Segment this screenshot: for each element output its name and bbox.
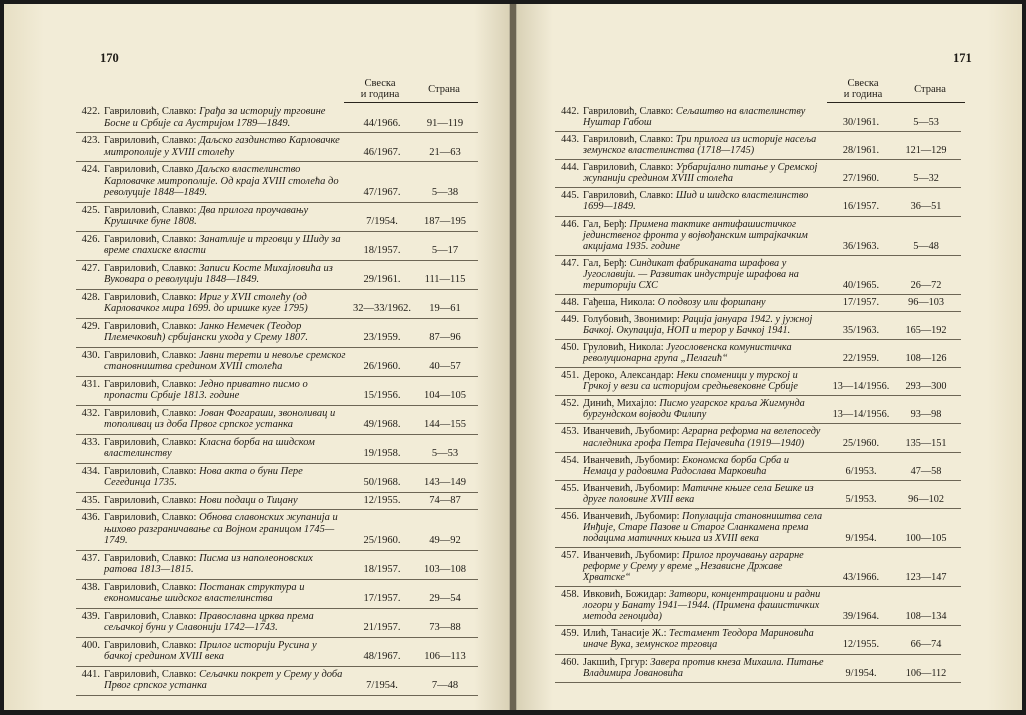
entry-title: Ириг у XVII столећу (од Карловачког мира 1699. до иришке куге 1795) (104, 291, 308, 314)
entry-title: Аграрна реформа на велепоседу наследника грофа Петра Пејачевића (1919—1940) (583, 426, 821, 449)
entry-author: Гавриловић, Славко: (104, 291, 200, 303)
entry-volume-year: 30/1961. (842, 117, 880, 129)
entry-page-range: 111—115 (424, 274, 466, 285)
entry-page-range: 108—126 (905, 353, 947, 365)
entry-volume-year: 13—14/1956. (832, 381, 890, 393)
entry-citation (104, 640, 350, 663)
entry-citation (104, 611, 350, 634)
entry-page-range: 293—300 (905, 381, 947, 393)
entry-citation (583, 550, 829, 583)
entry-author: Груловић, Никола: (583, 342, 667, 354)
entry-volume-year: 9/1954. (845, 532, 877, 544)
entry-page-range: 96—102 (908, 493, 944, 505)
entry-volume-year: 25/1960. (363, 535, 401, 546)
entry-author: Гавриловић, Славко: (583, 190, 676, 202)
entry-author: Јакшић, Гргур: (583, 656, 651, 668)
entry-title: О подвозу или форшпану (657, 296, 766, 308)
entry-volume-year: 25/1960. (842, 437, 880, 449)
entry-author: Дероко, Александар: (583, 370, 677, 382)
entry-title: Прилог проучавању аграрне реформе у Срему у време „Независне Државе Хрватске“ (583, 550, 804, 584)
entry-citation (104, 495, 350, 507)
entry-author: Гавриловић, Славко: (104, 581, 200, 593)
entry-page-range: 40—57 (429, 361, 461, 372)
entry-citation (104, 164, 350, 199)
entry-title: Јован Фогараши, звоноливац и тополивац из доба Првог српског устанка (104, 407, 336, 430)
entry-page-range: 47—58 (910, 465, 942, 477)
entry-page-range: 165—192 (905, 325, 947, 336)
entry-citation (104, 205, 350, 228)
entry-page-range: 93—98 (910, 409, 942, 421)
bibliography-entry (76, 580, 478, 609)
entry-title: Грађа за историју трговине Босне и Србије са Аустријом 1789—1849. (104, 106, 326, 129)
entry-author: Гавриловић, Славко: (104, 436, 200, 448)
entry-volume-year: 29/1961. (363, 274, 401, 285)
entry-author: Гавриловић, Славко: (104, 135, 200, 146)
entry-volume-year: 9/1954. (845, 667, 877, 679)
entry-volume-year: 35/1963. (842, 325, 880, 336)
entry-author: Иванчевић, Љубомир: (583, 426, 683, 438)
entry-page-range: 100—105 (905, 532, 947, 544)
entry-page-range: 19—61 (429, 303, 461, 314)
entry-volume-year: 16/1957. (842, 201, 880, 213)
entry-author: Гавриловић, Славко: (104, 552, 200, 564)
bibliography-entry (555, 424, 961, 452)
entry-volume-year: 48/1967. (363, 651, 401, 662)
entry-number: 426. (81, 233, 100, 245)
bibliography-entry (76, 232, 478, 261)
entry-number: 424. (81, 164, 100, 175)
entry-volume-year: 40/1965. (842, 279, 880, 291)
entry-citation (583, 297, 829, 308)
entry-title: Даљско газдинство Карловачке митрополије у XVIII столећу (104, 135, 340, 158)
entry-number: 453. (561, 426, 579, 438)
entry-volume-year: 22/1959. (842, 353, 880, 365)
entry-citation (104, 553, 350, 576)
entry-author: Гавриловић, Славко: (104, 465, 200, 477)
entry-number: 456. (561, 510, 579, 522)
entry-page-range: 187—195 (424, 216, 466, 227)
entry-title: Нова акта о буни Пере Сегединца 1735. (104, 465, 303, 488)
entry-page-range: 5—53 (431, 448, 459, 459)
entry-citation (104, 263, 350, 286)
entry-author: Гал, Берђ: (583, 218, 630, 230)
entry-number: 433. (81, 436, 100, 448)
entry-page-range: 144—155 (424, 419, 466, 430)
header-rule (827, 102, 965, 103)
entry-citation (583, 628, 829, 650)
entry-volume-year: 28/1961. (842, 145, 880, 157)
entry-title: Записи Косте Михајловића из Вуковара о револуцији 1848—1849. (104, 262, 333, 285)
entry-citation (104, 466, 350, 489)
entry-page-range: 36—51 (910, 201, 942, 213)
bibliography-entry (76, 377, 478, 406)
entry-author: Иванчевић, Љубомир: (583, 510, 683, 522)
entry-page-range: 26—72 (910, 279, 942, 291)
entry-author: Гавриловић, Славко: (104, 610, 200, 622)
entry-author: Гађеша, Никола: (583, 296, 658, 308)
entry-volume-year: 49/1968. (363, 419, 401, 430)
bibliography-entry (555, 396, 961, 424)
entry-author: Гавриловић, Славко: (104, 349, 200, 361)
entry-number: 441. (81, 668, 100, 680)
bibliography-entry (555, 132, 961, 160)
entry-author: Гал, Берђ: (583, 257, 630, 269)
entry-number: 443. (561, 134, 579, 146)
entry-citation (583, 398, 829, 420)
bibliography-entry (76, 510, 478, 551)
entry-number: 445. (561, 190, 579, 202)
entry-author: Гавриловић, Славко: (104, 106, 200, 117)
entry-citation (104, 582, 350, 605)
entry-number: 427. (81, 262, 100, 274)
entry-title: Затвори, концентрациони и радни логори у Банату 1941—1944. (Примена фашистичких метода геноцида) (583, 589, 821, 623)
entry-page-range: 5—48 (913, 240, 939, 252)
entry-volume-year: 12/1955. (842, 639, 880, 651)
entry-volume-year: 47/1967. (363, 187, 401, 198)
bibliography-entry (555, 587, 961, 626)
entry-page-range: 106—112 (905, 667, 947, 679)
entry-title: Нови подаци о Тицану (199, 494, 298, 506)
entry-author: Гавриловић, Славко: (104, 378, 200, 390)
bibliography-entry (76, 203, 478, 232)
entry-number: 442. (561, 106, 579, 117)
entry-author: Гавриловић, Славко: (583, 162, 676, 174)
entry-number: 425. (81, 204, 100, 216)
entry-page-range: 74—87 (429, 494, 461, 506)
entry-number: 422. (81, 106, 100, 117)
entry-author: Илић, Танасије Ж.: (583, 628, 669, 640)
entry-number: 447. (561, 257, 579, 269)
entry-title: Класна борба на шидском властелинству (104, 436, 315, 459)
entry-volume-year: 39/1964. (842, 611, 880, 623)
entry-volume-year: 18/1957. (363, 245, 401, 256)
bibliography-entry (555, 548, 961, 587)
entry-page-range: 5—32 (913, 173, 939, 185)
entry-citation (583, 162, 829, 184)
entry-author: Гавриловић, Славко: (104, 233, 200, 245)
entry-author: Гавриловић, Славко (104, 164, 197, 175)
entry-number: 454. (561, 454, 579, 466)
bibliography-entry (76, 638, 478, 667)
bibliography-entry (76, 464, 478, 493)
bibliography-entry (76, 435, 478, 464)
entry-author: Гавриловић, Славко: (104, 407, 200, 419)
entry-volume-year: 27/1960. (842, 173, 880, 185)
entry-number: 459. (561, 628, 579, 640)
entry-number: 457. (561, 550, 579, 561)
entry-title: Југословенска комунистичка револуционарна група „Пелагић“ (583, 342, 792, 365)
entry-title: Обнова славонских жупанија и њихово разграничавање са Војном границом 1745—1749. (104, 512, 338, 546)
entry-author: Гавриловић, Славко: (104, 320, 200, 332)
entry-author: Гавриловић, Славко: (583, 134, 676, 146)
entry-author: Гавриловић, Славко: (104, 494, 200, 506)
entry-page-range: 121—129 (905, 145, 947, 157)
entry-citation (583, 134, 829, 156)
entry-author: Голубовић, Звонимир: (583, 313, 683, 325)
entry-title: Популација становништва села Инђије, Старе Пазове и Старог Сланкамена према подацима матичних књига из XVIII века (583, 510, 823, 544)
bibliography-entry (76, 133, 478, 162)
entry-author: Гавриловић, Славко: (104, 512, 200, 523)
entry-volume-year: 43/1966. (842, 572, 880, 584)
entry-citation (583, 370, 829, 392)
bibliography-entry (555, 256, 961, 295)
bibliography-entry (76, 406, 478, 435)
bibliography-entry (555, 295, 961, 312)
entry-citation (583, 426, 829, 448)
bibliography-entry (555, 340, 961, 368)
entry-number: 444. (561, 162, 579, 174)
entry-volume-year: 36/1963. (842, 240, 880, 252)
entry-title: Сељачки покрет у Срему у доба Првог српског устанка (104, 668, 343, 691)
bibliography-entry (555, 160, 961, 188)
entry-title: Урбаријално питање у Сремској жупанији средином XVIII столећа (583, 162, 818, 185)
bibliography-entry (555, 368, 961, 396)
bibliography-entry (76, 319, 478, 348)
entry-citation (104, 106, 350, 129)
bibliography-entry (555, 188, 961, 216)
bibliography-entry (76, 261, 478, 290)
bibliography-entry (555, 481, 961, 509)
entry-title: Постанак структура и економисање шидског властелинства (104, 581, 305, 604)
entry-number: 432. (81, 407, 100, 419)
entry-number: 450. (561, 342, 579, 354)
entry-number: 428. (81, 291, 100, 303)
entry-page-range: 91—119 (426, 117, 464, 129)
entry-author: Иванчевић, Љубомир: (583, 454, 683, 466)
entry-volume-year: 13—14/1956. (832, 409, 890, 421)
entry-author: Гавриловић, Славко: (104, 668, 200, 680)
entry-number: 437. (81, 552, 100, 564)
entry-citation (104, 321, 350, 344)
bibliography-entry (76, 290, 478, 319)
entry-citation (583, 511, 829, 544)
entry-volume-year: 46/1967. (363, 146, 401, 158)
entry-citation (104, 135, 350, 158)
entry-volume-year: 6/1953. (845, 465, 877, 477)
entry-number: 458. (561, 589, 579, 601)
entry-title: Економска борба Срба и Немаца у радовима Радослава Марковића (583, 454, 789, 477)
entry-page-range: 5—38 (431, 187, 459, 198)
entry-author: Гавриловић, Славко: (104, 204, 200, 216)
entry-author: Гавриловић, Славко: (104, 639, 200, 651)
bibliography-entry (555, 655, 961, 683)
bibliography-entry (555, 626, 961, 654)
entry-title: Занатлије и трговци у Шиду за време спахиске власти (104, 233, 341, 256)
entry-citation (104, 512, 350, 547)
entry-citation (583, 483, 829, 505)
entry-number: 430. (81, 349, 100, 361)
entry-citation (583, 314, 829, 336)
column-header-pages: Страна (914, 84, 946, 95)
entry-volume-year: 26/1960. (363, 361, 401, 372)
entry-number: 423. (81, 135, 100, 146)
bibliography-entry (76, 609, 478, 638)
entry-citation (583, 190, 829, 212)
entry-volume-year: 5/1953. (845, 493, 877, 505)
entry-volume-year: 19/1958. (363, 448, 401, 459)
entry-title: Православна црква према сељачкој буни у Славонији 1742—1743. (104, 610, 314, 633)
entry-page-range: 5—53 (913, 117, 939, 129)
bibliography-entry (76, 104, 478, 133)
entry-volume-year: 12/1955. (363, 494, 401, 506)
entry-page-range: 103—108 (424, 564, 466, 575)
entry-number: 455. (561, 482, 579, 494)
entry-number: 429. (81, 320, 100, 332)
entry-number: 400. (81, 639, 100, 651)
entry-volume-year: 32—33/1962. (352, 303, 412, 314)
entry-volume-year: 7/1954. (366, 216, 398, 227)
entry-page-range: 108—134 (905, 611, 947, 623)
column-header-volume: Свеска и година (360, 78, 400, 100)
entry-page-range: 73—88 (429, 622, 461, 633)
entry-title: Неки споменици у турској и Грчкој у вези са историјом средњевековне Србије (583, 370, 798, 393)
entry-title: Тестамент Теодора Мариновића иначе Вука, земунског трговца (583, 628, 814, 651)
entry-number: 451. (561, 370, 579, 382)
entry-citation (583, 342, 829, 364)
entry-author: Иванчевић, Љубомир: (583, 550, 683, 561)
entry-number: 435. (81, 494, 100, 506)
entry-number: 449. (561, 313, 579, 325)
entry-list (555, 104, 961, 683)
entry-number: 438. (81, 581, 100, 593)
entry-citation (104, 437, 350, 460)
entry-title: Јавни терети и невоље сремског становништва средином XVIII столећа (104, 349, 346, 372)
bibliography-entry (555, 453, 961, 481)
entry-title: Сељаштво на властелинству Нуштар Габош (583, 106, 806, 129)
entry-number: 439. (81, 610, 100, 622)
entry-page-range: 135—151 (905, 437, 947, 449)
entry-author: Динић, Михајло: (583, 398, 660, 410)
entry-author: Ивковић, Божидар: (583, 589, 670, 601)
entry-author: Гавриловић, Славко: (583, 106, 676, 117)
entry-citation (583, 589, 829, 622)
entry-page-range: 143—149 (424, 477, 466, 488)
entry-citation (104, 669, 350, 692)
entry-title: Писма из наполеоновских ратова 1813—1815. (104, 552, 313, 575)
entry-page-range: 87—96 (429, 332, 461, 343)
entry-title: Рација јануара 1942. у јужној Бачкој. Окупација, НОП и терор у Бачкој 1941. (583, 313, 813, 336)
entry-number: 436. (81, 512, 100, 523)
entry-page-range: 49—92 (429, 535, 461, 546)
entry-number: 431. (81, 378, 100, 390)
entry-page-range: 66—74 (910, 639, 942, 651)
entry-title: Једно приватно писмо о пропасти Србије 1813. године (104, 378, 308, 401)
bibliography-entry (555, 104, 961, 132)
entry-volume-year: 18/1957. (363, 564, 401, 575)
entry-page-range: 104—105 (424, 390, 466, 401)
entry-citation (583, 258, 829, 291)
entry-title: Матичне књиге села Бешке из друге половине XVIII века (583, 482, 814, 505)
entry-citation (583, 657, 829, 679)
entry-number: 434. (81, 465, 100, 477)
entry-number: 452. (561, 398, 579, 410)
entry-citation (104, 234, 350, 257)
page-number: 170 (100, 51, 119, 65)
bibliography-entry (76, 162, 478, 203)
entry-volume-year: 15/1956. (363, 390, 401, 401)
entry-citation (104, 408, 350, 431)
left-page (4, 4, 510, 710)
entry-citation (583, 219, 829, 252)
column-header-volume: Свеска и година (843, 78, 883, 100)
entry-volume-year: 7/1954. (366, 680, 398, 691)
entry-page-range: 123—147 (905, 572, 947, 584)
bibliography-entry (555, 312, 961, 340)
entry-page-range: 96—103 (908, 296, 944, 308)
entry-page-range: 21—63 (429, 146, 461, 158)
entry-title: Примена тактике антифашистичког јединственог фронта у војвођанским штрајкачким акцијама 1935. године (583, 218, 808, 252)
entry-citation (104, 350, 350, 373)
entry-citation (104, 292, 350, 315)
column-header-pages: Страна (428, 84, 460, 95)
entry-number: 446. (561, 218, 579, 230)
entry-page-range: 5—17 (431, 245, 459, 256)
entry-page-range: 7—48 (431, 680, 459, 691)
bibliography-entry (555, 217, 961, 256)
entry-volume-year: 21/1957. (363, 622, 401, 633)
bibliography-entry (76, 551, 478, 580)
entry-title: Три прилога из историје насеља земунског властелинства (1718—1745) (583, 134, 817, 157)
bibliography-entry (76, 348, 478, 377)
right-page (516, 4, 1022, 710)
bibliography-entry (555, 509, 961, 548)
entry-title: Писмо угарског краља Жигмунда бургундском војводи Филипу (583, 398, 805, 421)
entry-page-range: 29—54 (429, 593, 461, 604)
bibliography-entry (76, 493, 478, 511)
bibliography-entry (76, 667, 478, 696)
entry-title: Јанко Немечек (Теодор Племечковић) србијански ухода у Срему 1807. (104, 320, 309, 343)
entry-volume-year: 23/1959. (363, 332, 401, 343)
page-number: 171 (953, 51, 972, 65)
entry-title: Завера против кнеза Михаила. Питање Владимира Јовановића (583, 656, 824, 679)
entry-title: Шид и шидско властелинство 1699—1849. (583, 190, 809, 213)
entry-volume-year: 50/1968. (363, 477, 401, 488)
entry-volume-year: 44/1966. (363, 117, 401, 129)
entry-page-range: 106—113 (424, 651, 466, 662)
entry-title: Два прилога проучавању Крушичке буне 1808. (104, 204, 309, 227)
entry-author: Гавриловић, Славко: (104, 262, 200, 274)
entry-author: Иванчевић, Љубомир: (583, 482, 683, 494)
entry-list (76, 104, 478, 696)
entry-title: Синдикат фабриканата шрафова у Југославији. — Развитак индустрије шрафова на територији СХС (583, 257, 799, 291)
entry-citation (104, 379, 350, 402)
entry-citation (583, 455, 829, 477)
entry-number: 448. (561, 296, 579, 308)
entry-citation (583, 106, 829, 128)
entry-volume-year: 17/1957. (363, 593, 401, 604)
entry-title: Прилог историји Русина у бачкој средином XVIII века (104, 639, 317, 662)
entry-title: Даљско властелинство Карловачке митрополије. Од краја XVIII столећа до револуције 1848—1849. (104, 164, 339, 198)
entry-volume-year: 17/1957. (842, 296, 880, 308)
entry-number: 460. (561, 656, 579, 668)
header-rule (344, 102, 478, 103)
